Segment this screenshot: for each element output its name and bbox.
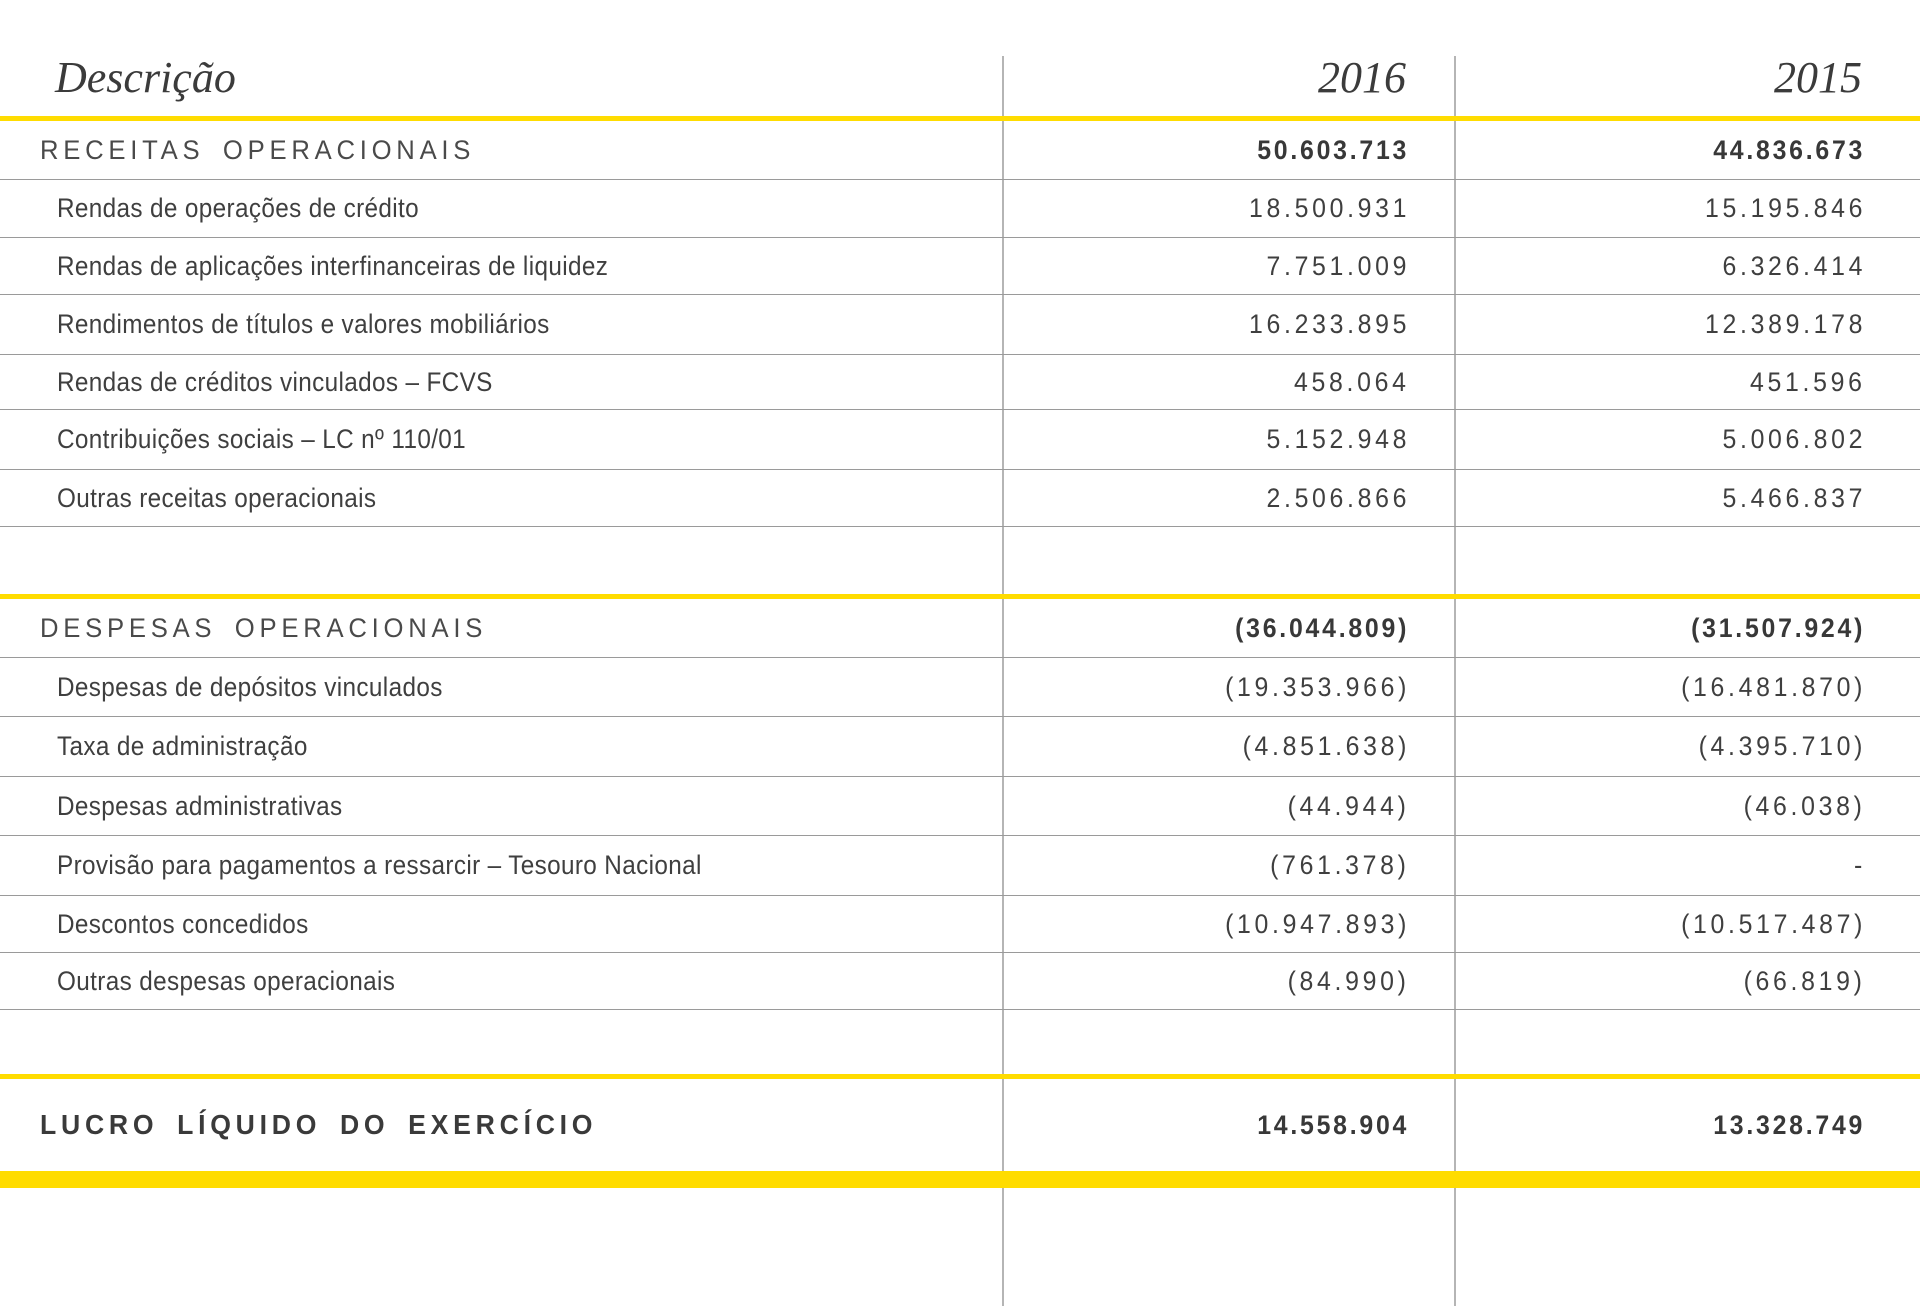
item-value-2016: 16.233.895	[1248, 309, 1410, 339]
description-cell	[0, 658, 1004, 716]
value-2015-cell	[1456, 599, 1920, 657]
item-value-2015: 12.389.178	[1704, 309, 1866, 339]
item-value-2016: 7.751.009	[1266, 250, 1410, 281]
description-cell	[0, 295, 1004, 354]
value-2015-cell	[1456, 953, 1920, 1009]
value-2015-cell	[1456, 410, 1920, 469]
value-2016-cell	[1004, 896, 1456, 952]
description-cell	[0, 896, 1004, 952]
value-2016-cell	[1004, 836, 1456, 895]
description-cell	[0, 777, 1004, 835]
item-value-2016: 18.500.931	[1248, 193, 1410, 223]
value-2016-cell	[1004, 717, 1456, 776]
value-2016-cell	[1004, 410, 1456, 469]
item-label: Descontos concedidos	[57, 908, 309, 939]
thick-yellow-bar	[0, 1171, 1920, 1188]
item-value-2016: (4.851.638)	[1242, 731, 1410, 761]
value-2015-cell	[1456, 1079, 1920, 1171]
section-title: DESPESAS OPERACIONAIS	[40, 612, 488, 643]
description-cell	[0, 836, 1004, 895]
item-value-2016: (19.353.966)	[1224, 671, 1410, 702]
section-total-2016: 50.603.713	[1257, 134, 1409, 165]
value-2016-cell	[1004, 355, 1456, 409]
item-row	[0, 295, 1920, 355]
item-value-2016: (44.944)	[1288, 790, 1410, 821]
value-2015-cell	[1456, 295, 1920, 354]
item-value-2015: (66.819)	[1744, 965, 1866, 996]
section-total-2015: 44.836.673	[1713, 134, 1865, 165]
value-2016-cell	[1004, 777, 1456, 835]
value-2015-cell	[1456, 658, 1920, 716]
value-2016-cell	[1004, 658, 1456, 716]
header-2016-cell	[1004, 56, 1456, 116]
item-value-2015: (4.395.710)	[1698, 731, 1866, 761]
item-value-2015: 5.006.802	[1722, 424, 1866, 454]
item-label: Outras despesas operacionais	[57, 965, 396, 996]
item-value-2016: 2.506.866	[1266, 482, 1410, 513]
description-cell	[0, 1079, 1004, 1171]
header-description-cell	[0, 56, 1004, 116]
net-income-label: LUCRO LÍQUIDO DO EXERCÍCIO	[40, 1109, 598, 1140]
description-cell	[0, 180, 1004, 237]
item-row	[0, 355, 1920, 410]
net-income-2016: 14.558.904	[1257, 1109, 1409, 1140]
value-2015-cell	[1456, 355, 1920, 409]
item-value-2015: -	[1854, 850, 1866, 880]
description-cell	[0, 355, 1004, 409]
net-income-2015: 13.328.749	[1713, 1109, 1865, 1140]
value-2016-cell	[1004, 599, 1456, 657]
item-row	[0, 180, 1920, 238]
description-cell	[0, 599, 1004, 657]
item-value-2015: 15.195.846	[1704, 193, 1866, 223]
section-row-receitas	[0, 121, 1920, 180]
item-value-2015: (10.517.487)	[1680, 908, 1866, 939]
section-total-2015: (31.507.924)	[1691, 612, 1865, 643]
net-income-row	[0, 1079, 1920, 1171]
description-cell	[0, 410, 1004, 469]
item-row	[0, 238, 1920, 295]
item-value-2016: (10.947.893)	[1224, 908, 1410, 939]
description-cell	[0, 953, 1004, 1009]
item-value-2015: (46.038)	[1744, 790, 1866, 821]
description-cell	[0, 238, 1004, 294]
table-header-row	[0, 0, 1920, 116]
item-value-2015: 451.596	[1750, 366, 1866, 397]
item-value-2016: 458.064	[1294, 366, 1410, 397]
item-label: Rendimentos de títulos e valores mobiliários	[57, 309, 550, 339]
column-title-2016: 2016	[1318, 56, 1406, 102]
description-cell	[0, 121, 1004, 179]
value-2015-cell	[1456, 238, 1920, 294]
spacer-row	[0, 527, 1920, 594]
item-row	[0, 896, 1920, 953]
item-row	[0, 717, 1920, 777]
value-2015-cell	[1456, 836, 1920, 895]
item-label: Provisão para pagamentos a ressarcir – Tesouro Nacional	[57, 850, 702, 880]
spacer-row	[0, 1010, 1920, 1074]
item-row	[0, 953, 1920, 1010]
item-label: Rendas de créditos vinculados – FCVS	[57, 366, 493, 397]
section-total-2016: (36.044.809)	[1235, 612, 1409, 643]
value-2016-cell	[1004, 121, 1456, 179]
value-2016-cell	[1004, 180, 1456, 237]
item-label: Contribuições sociais – LC nº 110/01	[57, 424, 467, 454]
value-2016-cell	[1004, 953, 1456, 1009]
item-row	[0, 410, 1920, 470]
item-row	[0, 777, 1920, 836]
column-title-2015: 2015	[1774, 56, 1862, 102]
section-row-despesas	[0, 599, 1920, 658]
item-label: Despesas de depósitos vinculados	[57, 671, 443, 702]
item-value-2015: (16.481.870)	[1680, 671, 1866, 702]
item-value-2016: 5.152.948	[1266, 424, 1410, 454]
item-row	[0, 836, 1920, 896]
item-label: Rendas de operações de crédito	[57, 193, 420, 223]
item-value-2015: 5.466.837	[1722, 482, 1866, 513]
item-value-2016: (761.378)	[1270, 850, 1410, 880]
item-value-2016: (84.990)	[1288, 965, 1410, 996]
value-2015-cell	[1456, 777, 1920, 835]
value-2016-cell	[1004, 295, 1456, 354]
value-2015-cell	[1456, 717, 1920, 776]
description-cell	[0, 717, 1004, 776]
item-label: Outras receitas operacionais	[57, 482, 377, 513]
value-2016-cell	[1004, 470, 1456, 526]
value-2015-cell	[1456, 121, 1920, 179]
item-value-2015: 6.326.414	[1722, 250, 1866, 281]
item-label: Taxa de administração	[57, 731, 308, 761]
value-2016-cell	[1004, 1079, 1456, 1171]
column-title-description: Descrição	[55, 56, 236, 102]
description-cell	[0, 470, 1004, 526]
value-2015-cell	[1456, 180, 1920, 237]
value-2016-cell	[1004, 238, 1456, 294]
section-title: RECEITAS OPERACIONAIS	[40, 134, 476, 165]
bottom-blank-row	[0, 1188, 1920, 1306]
item-label: Rendas de aplicações interfinanceiras de liquidez	[57, 250, 609, 281]
header-2015-cell	[1456, 56, 1920, 116]
value-2015-cell	[1456, 470, 1920, 526]
item-row	[0, 658, 1920, 717]
item-label: Despesas administrativas	[57, 790, 343, 821]
value-2015-cell	[1456, 896, 1920, 952]
item-row	[0, 470, 1920, 527]
